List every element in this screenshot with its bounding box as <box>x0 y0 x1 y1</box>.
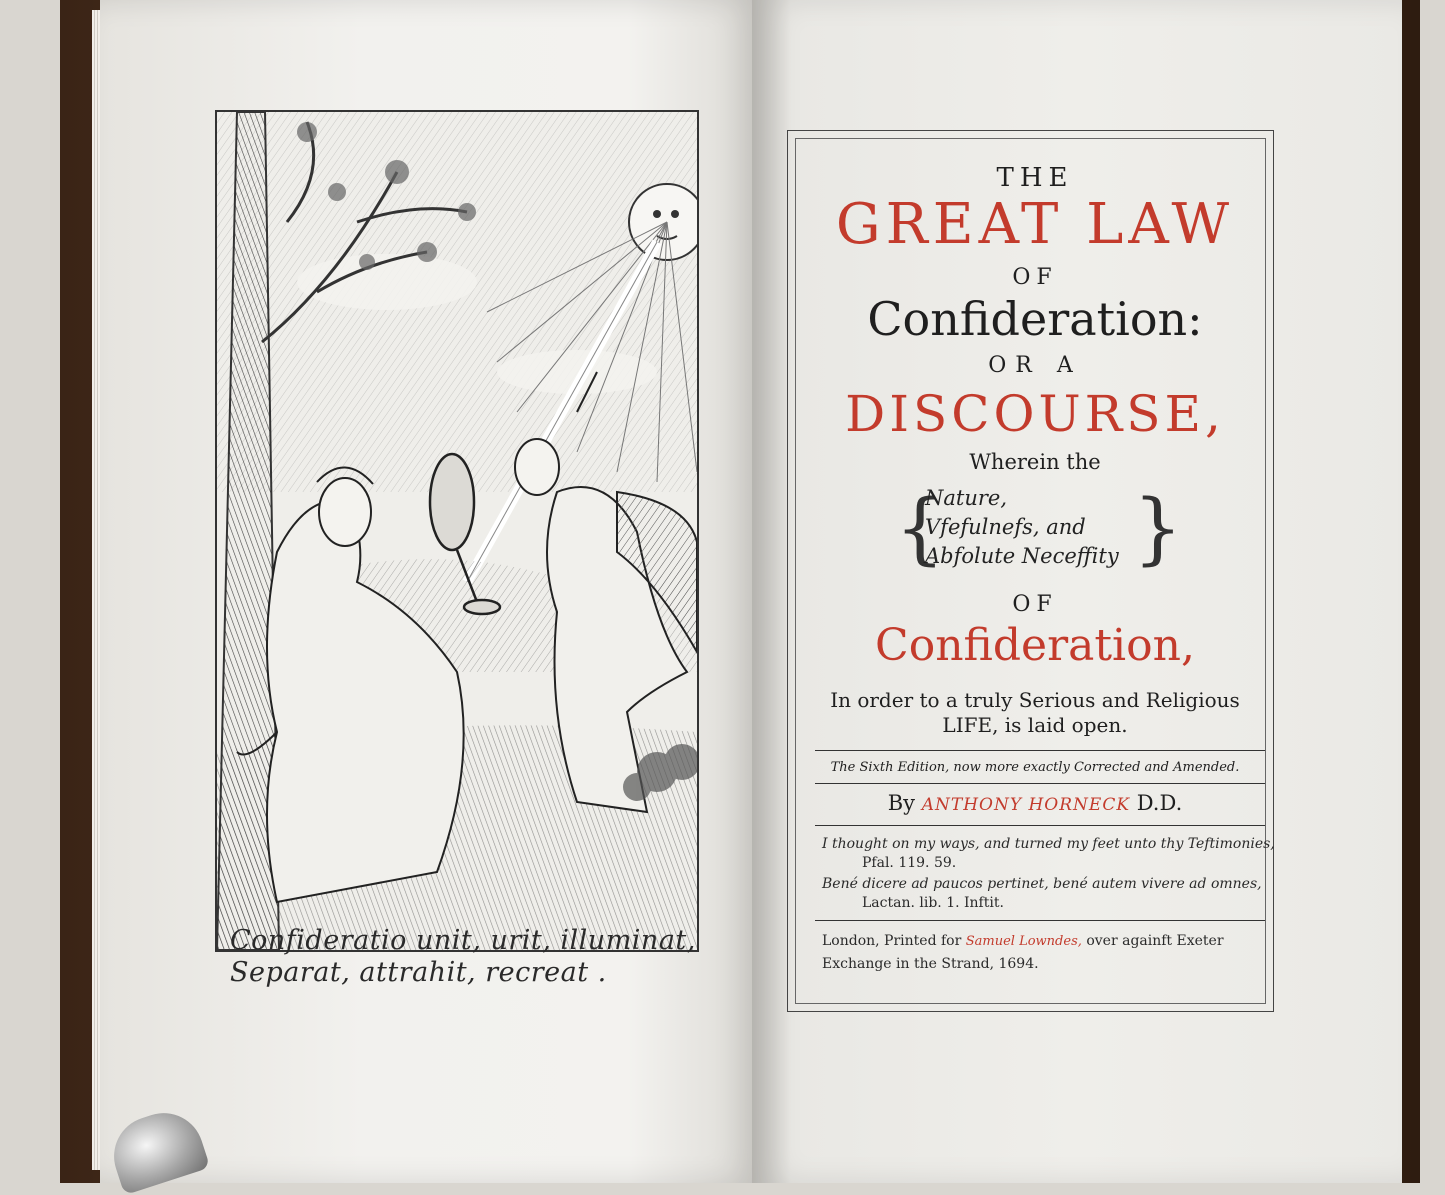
imprint-over-against: over againft Exeter <box>1086 933 1224 949</box>
caption-line-2: Separat, attrahit, recreat . <box>230 957 607 988</box>
title-consideration-1: Confideration: <box>867 292 1203 346</box>
title-in-order-line-2: LIFE, is laid open. <box>942 713 1128 737</box>
rule-2 <box>815 783 1265 784</box>
title-of-2: OF <box>1012 592 1058 617</box>
title-consideration-2: Confideration, <box>875 620 1195 671</box>
brace-items <box>925 484 1135 571</box>
title-discourse: DISCOURSE, <box>845 385 1225 443</box>
brace-block <box>895 484 1183 579</box>
edition-line: The Sixth Edition, now more exactly Corrected and Amended. <box>830 760 1240 775</box>
rule-3 <box>815 825 1265 826</box>
quote-1-line-2: Pfal. 119. 59. <box>862 855 957 871</box>
frontispiece-engraving <box>215 110 699 952</box>
caption-line-1: Confideratio unit, urit, illuminat, <box>230 925 696 956</box>
title-the: THE <box>996 163 1074 193</box>
title-or-a: OR A <box>988 353 1082 378</box>
left-brace: { <box>895 484 945 574</box>
imprint-line-1 <box>822 932 1262 951</box>
quote-2-line-2: Lactan. lib. 1. Inftit. <box>862 895 1004 911</box>
brace-item-necessity: Abfolute Neceffity <box>925 544 1119 568</box>
author-by: By <box>887 791 916 815</box>
brace-item-usefulness: Vfefulnefs, and <box>925 515 1086 539</box>
engraving-caption <box>230 925 730 989</box>
brace-item-nature: Nature, <box>925 486 1008 510</box>
quote-2-line-1: Bené dicere ad paucos pertinet, bené autem vivere ad omnes, <box>822 876 1262 892</box>
title-in-order-line-1: In order to a truly Serious and Religious <box>830 688 1240 712</box>
imprint-line-2: Exchange in the Strand, 1694. <box>822 956 1039 972</box>
title-great-law: GREAT LAW <box>835 192 1235 257</box>
right-brace: } <box>1133 484 1183 574</box>
author-degree: D.D. <box>1136 791 1183 815</box>
author-name: ANTHONY HORNECK <box>921 795 1131 815</box>
quote-1-line-1: I thought on my ways, and turned my feet unto thy Teftimonies, <box>822 836 1275 852</box>
engraving-illustration <box>217 112 697 950</box>
imprint-printer: Samuel Lowndes, <box>965 934 1082 949</box>
title-of-1: OF <box>1012 265 1058 290</box>
title-wherein: Wherein the <box>969 450 1101 474</box>
rule-4 <box>815 920 1265 921</box>
rule-1 <box>815 750 1265 751</box>
author-line <box>800 791 1270 815</box>
imprint-london: London, Printed for <box>822 933 962 949</box>
